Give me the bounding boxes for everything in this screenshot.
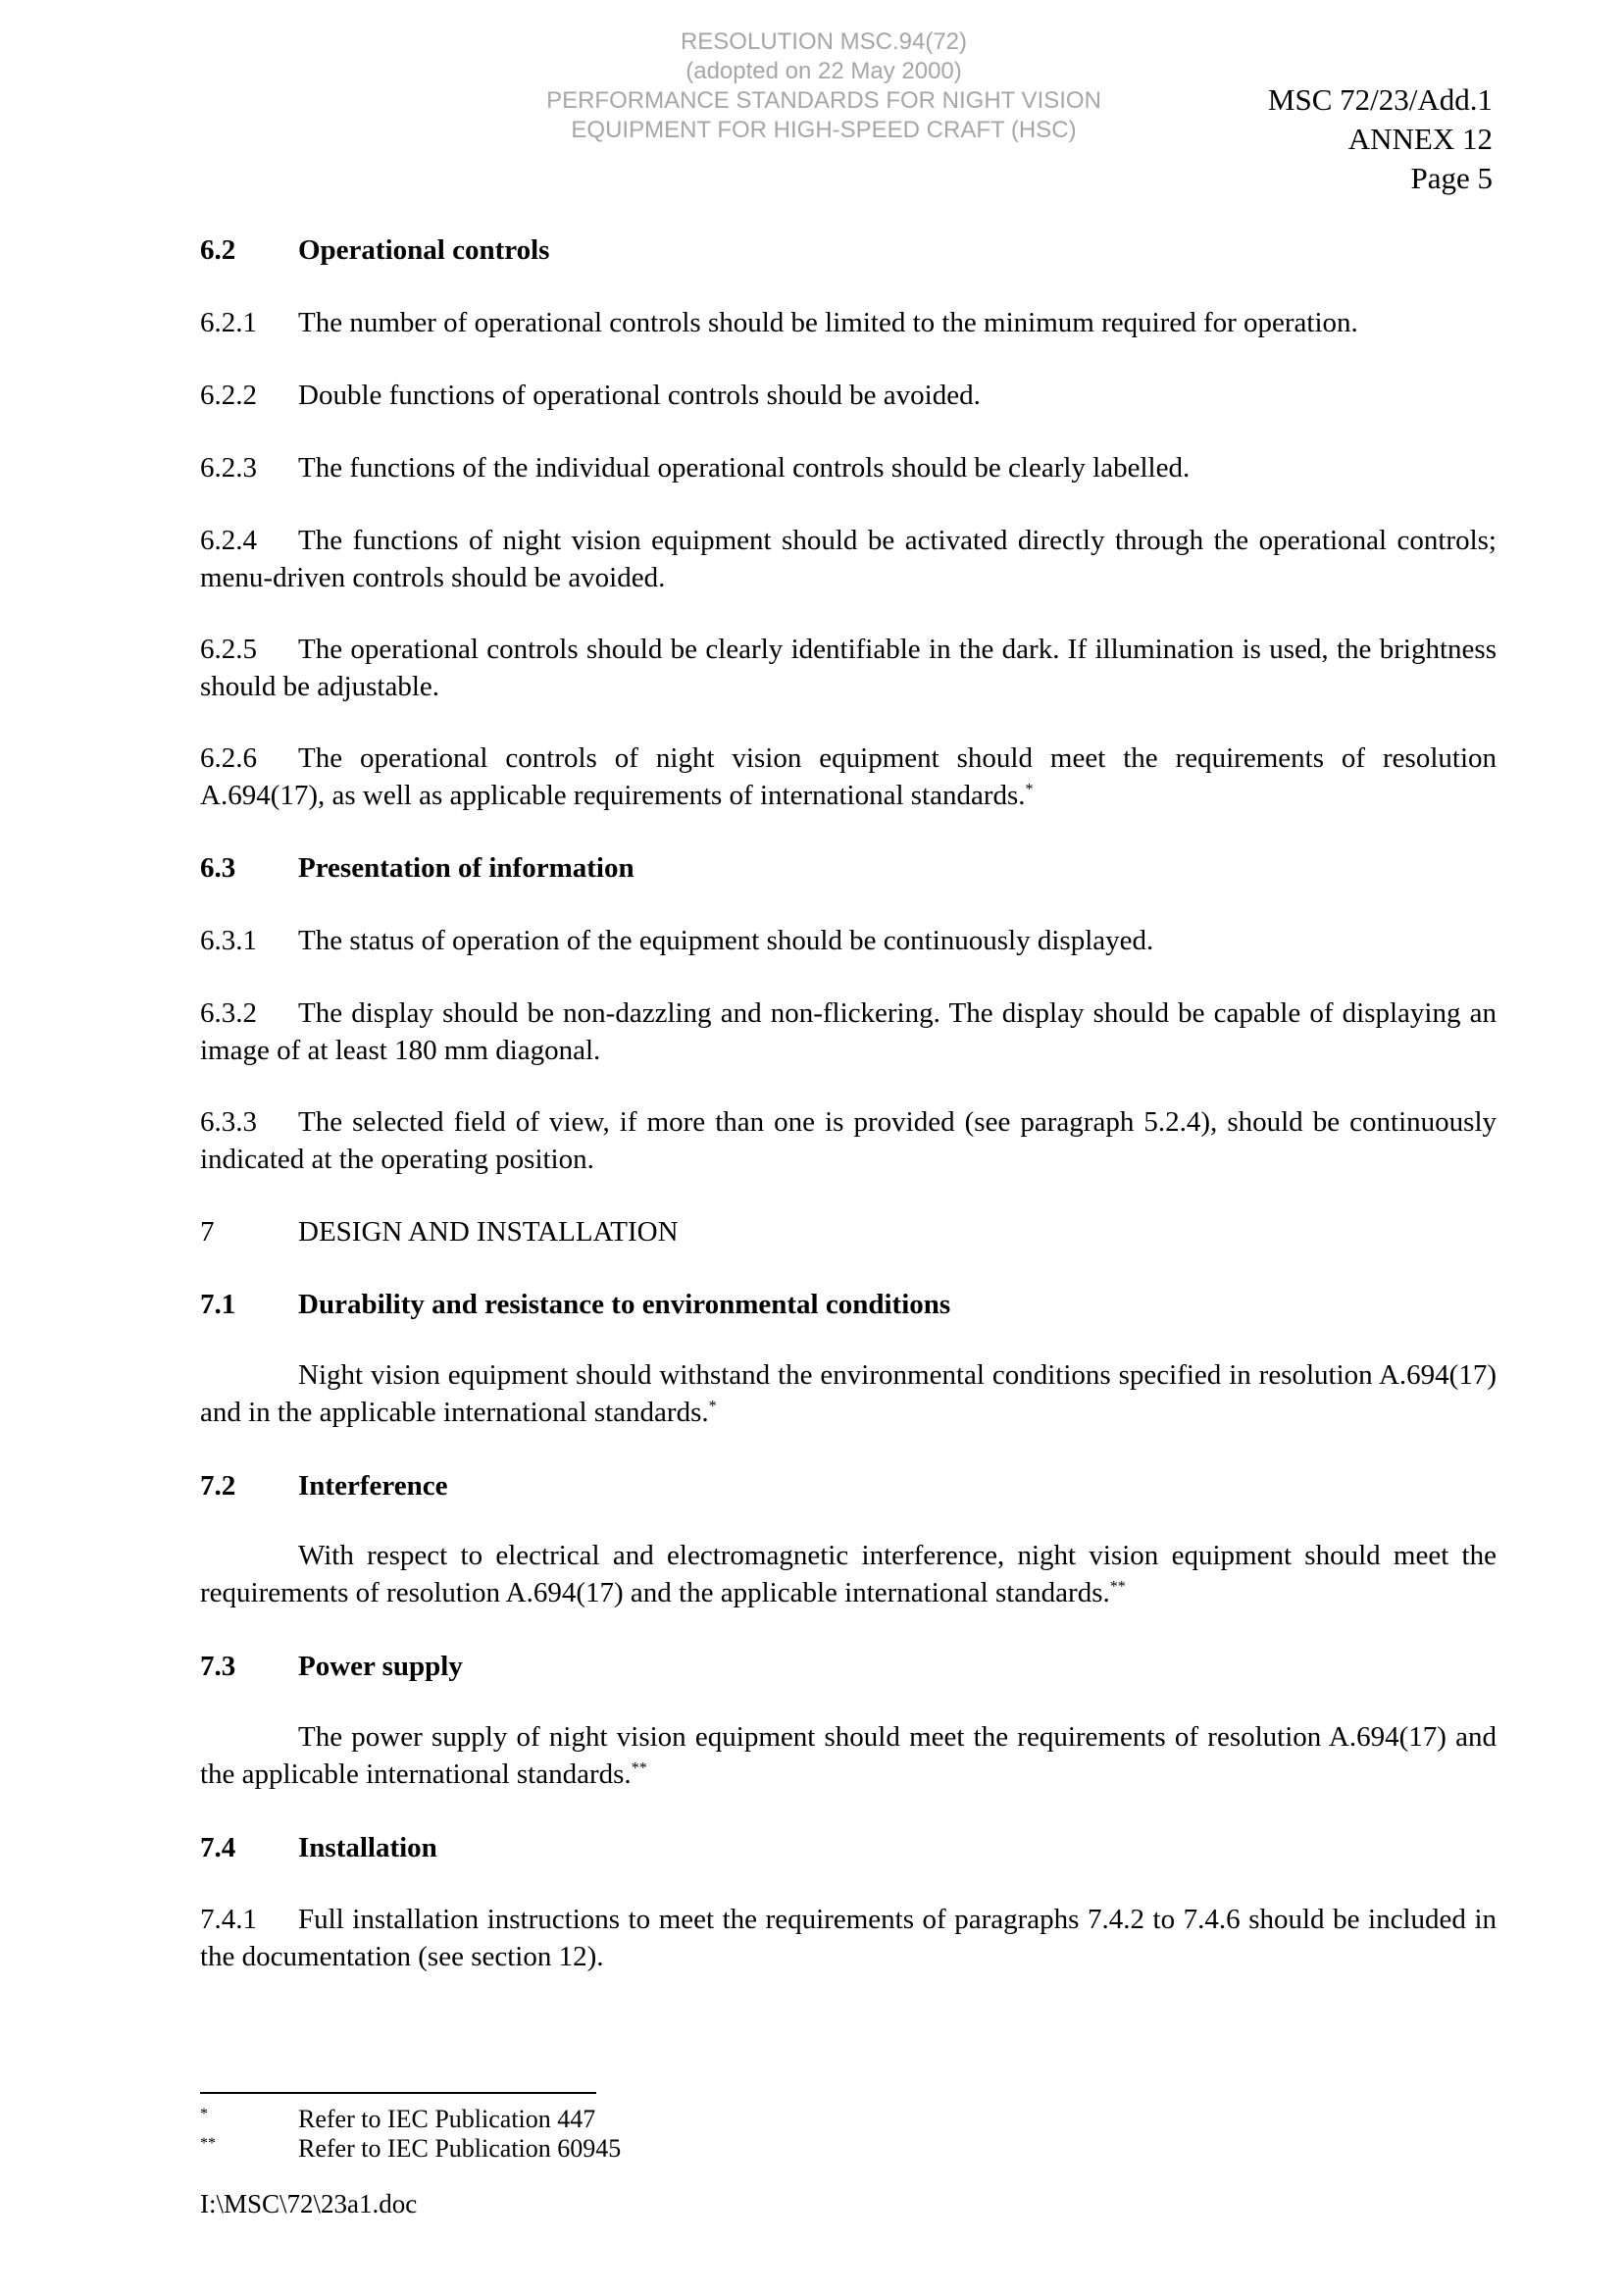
footnote-separator [200,2092,596,2094]
paragraph-6-3-2: 6.3.2 The display should be non-dazzling and non-flickering. The display should be capable of displaying an image of at least 180 mm diagonal. [200,997,1497,1066]
watermark-line: PERFORMANCE STANDARDS FOR NIGHT VISION [546,87,1101,114]
section-heading-6-2: 6.2 Operational controls [200,234,550,266]
paragraph-6-2-3: 6.2.3 The functions of the individual operational controls should be clearly labelled. [200,452,1191,484]
section-heading-6-3: 6.3 Presentation of information [200,852,634,884]
page-header [1268,80,1493,198]
paragraph-7-3: The power supply of night vision equipment should meet the requirements of resolution A.694(17) and the applicable international standards.** [200,1721,1497,1790]
watermark-line: (adopted on 22 May 2000) [685,58,962,84]
footnote-2: ** Refer to IEC Publication 60945 [200,2134,622,2163]
footnote-ref: * [1025,781,1034,798]
paragraph-7-1: Night vision equipment should withstand the environmental conditions specified in resolution A.694(17) and in the applicable international standards.* [200,1359,1497,1428]
resolution-watermark [490,27,1157,145]
footnote-mark: * [200,2106,208,2122]
section-heading-7-2: 7.2 Interference [200,1470,448,1502]
section-heading-7-3: 7.3 Power supply [200,1651,463,1682]
document-reference: MSC 72/23/Add.1 [1267,82,1493,117]
watermark-line: EQUIPMENT FOR HIGH-SPEED CRAFT (HSC) [571,117,1077,143]
paragraph-6-2-4: 6.2.4 The functions of night vision equipment should be activated directly through the operational controls; menu-driven controls should be avoided. [200,525,1497,593]
section-heading-7-4: 7.4 Installation [200,1832,437,1863]
section-heading-7-1: 7.1 Durability and resistance to environmental conditions [200,1289,951,1320]
footnote-1: * Refer to IEC Publication 447 [200,2105,596,2133]
file-path-footer: I:\MSC\72\23a1.doc [200,2189,418,2218]
paragraph-6-2-2: 6.2.2 Double functions of operational controls should be avoided. [200,380,981,411]
footnote-mark: ** [200,2135,216,2152]
watermark-line: RESOLUTION MSC.94(72) [680,28,968,55]
paragraph-6-3-1: 6.3.1 The status of operation of the equipment should be continuously displayed. [200,925,1154,956]
section-heading-7: 7 DESIGN AND INSTALLATION [200,1216,679,1248]
paragraph-6-2-6: 6.2.6 The operational controls of night vision equipment should meet the requirements of resolution A.694(17), as well as applicable requirements of international standards.* [200,742,1497,811]
page-number: Page 5 [1410,161,1493,195]
annex-label: ANNEX 12 [1347,122,1493,156]
paragraph-7-4-1: 7.4.1 Full installation instructions to meet the requirements of paragraphs 7.4.2 to 7.4.6 should be included in the documentation (see section 12). [200,1904,1497,1972]
paragraph-6-3-3: 6.3.3 The selected field of view, if more than one is provided (see paragraph 5.2.4), should be continuously indicated at the operating position. [200,1106,1497,1175]
footnote-ref: ** [1109,1578,1126,1596]
footnote-ref: * [708,1398,717,1415]
footnote-ref: ** [631,1759,647,1777]
paragraph-6-2-5: 6.2.5 The operational controls should be clearly identifiable in the dark. If illumination is used, the brightness should be adjustable. [200,634,1497,702]
paragraph-7-2: With respect to electrical and electromagnetic interference, night vision equipment should meet the requirements of resolution A.694(17) and the applicable international standards.** [200,1540,1497,1608]
paragraph-6-2-1: 6.2.1 The number of operational controls should be limited to the minimum required for operation. [200,307,1358,338]
